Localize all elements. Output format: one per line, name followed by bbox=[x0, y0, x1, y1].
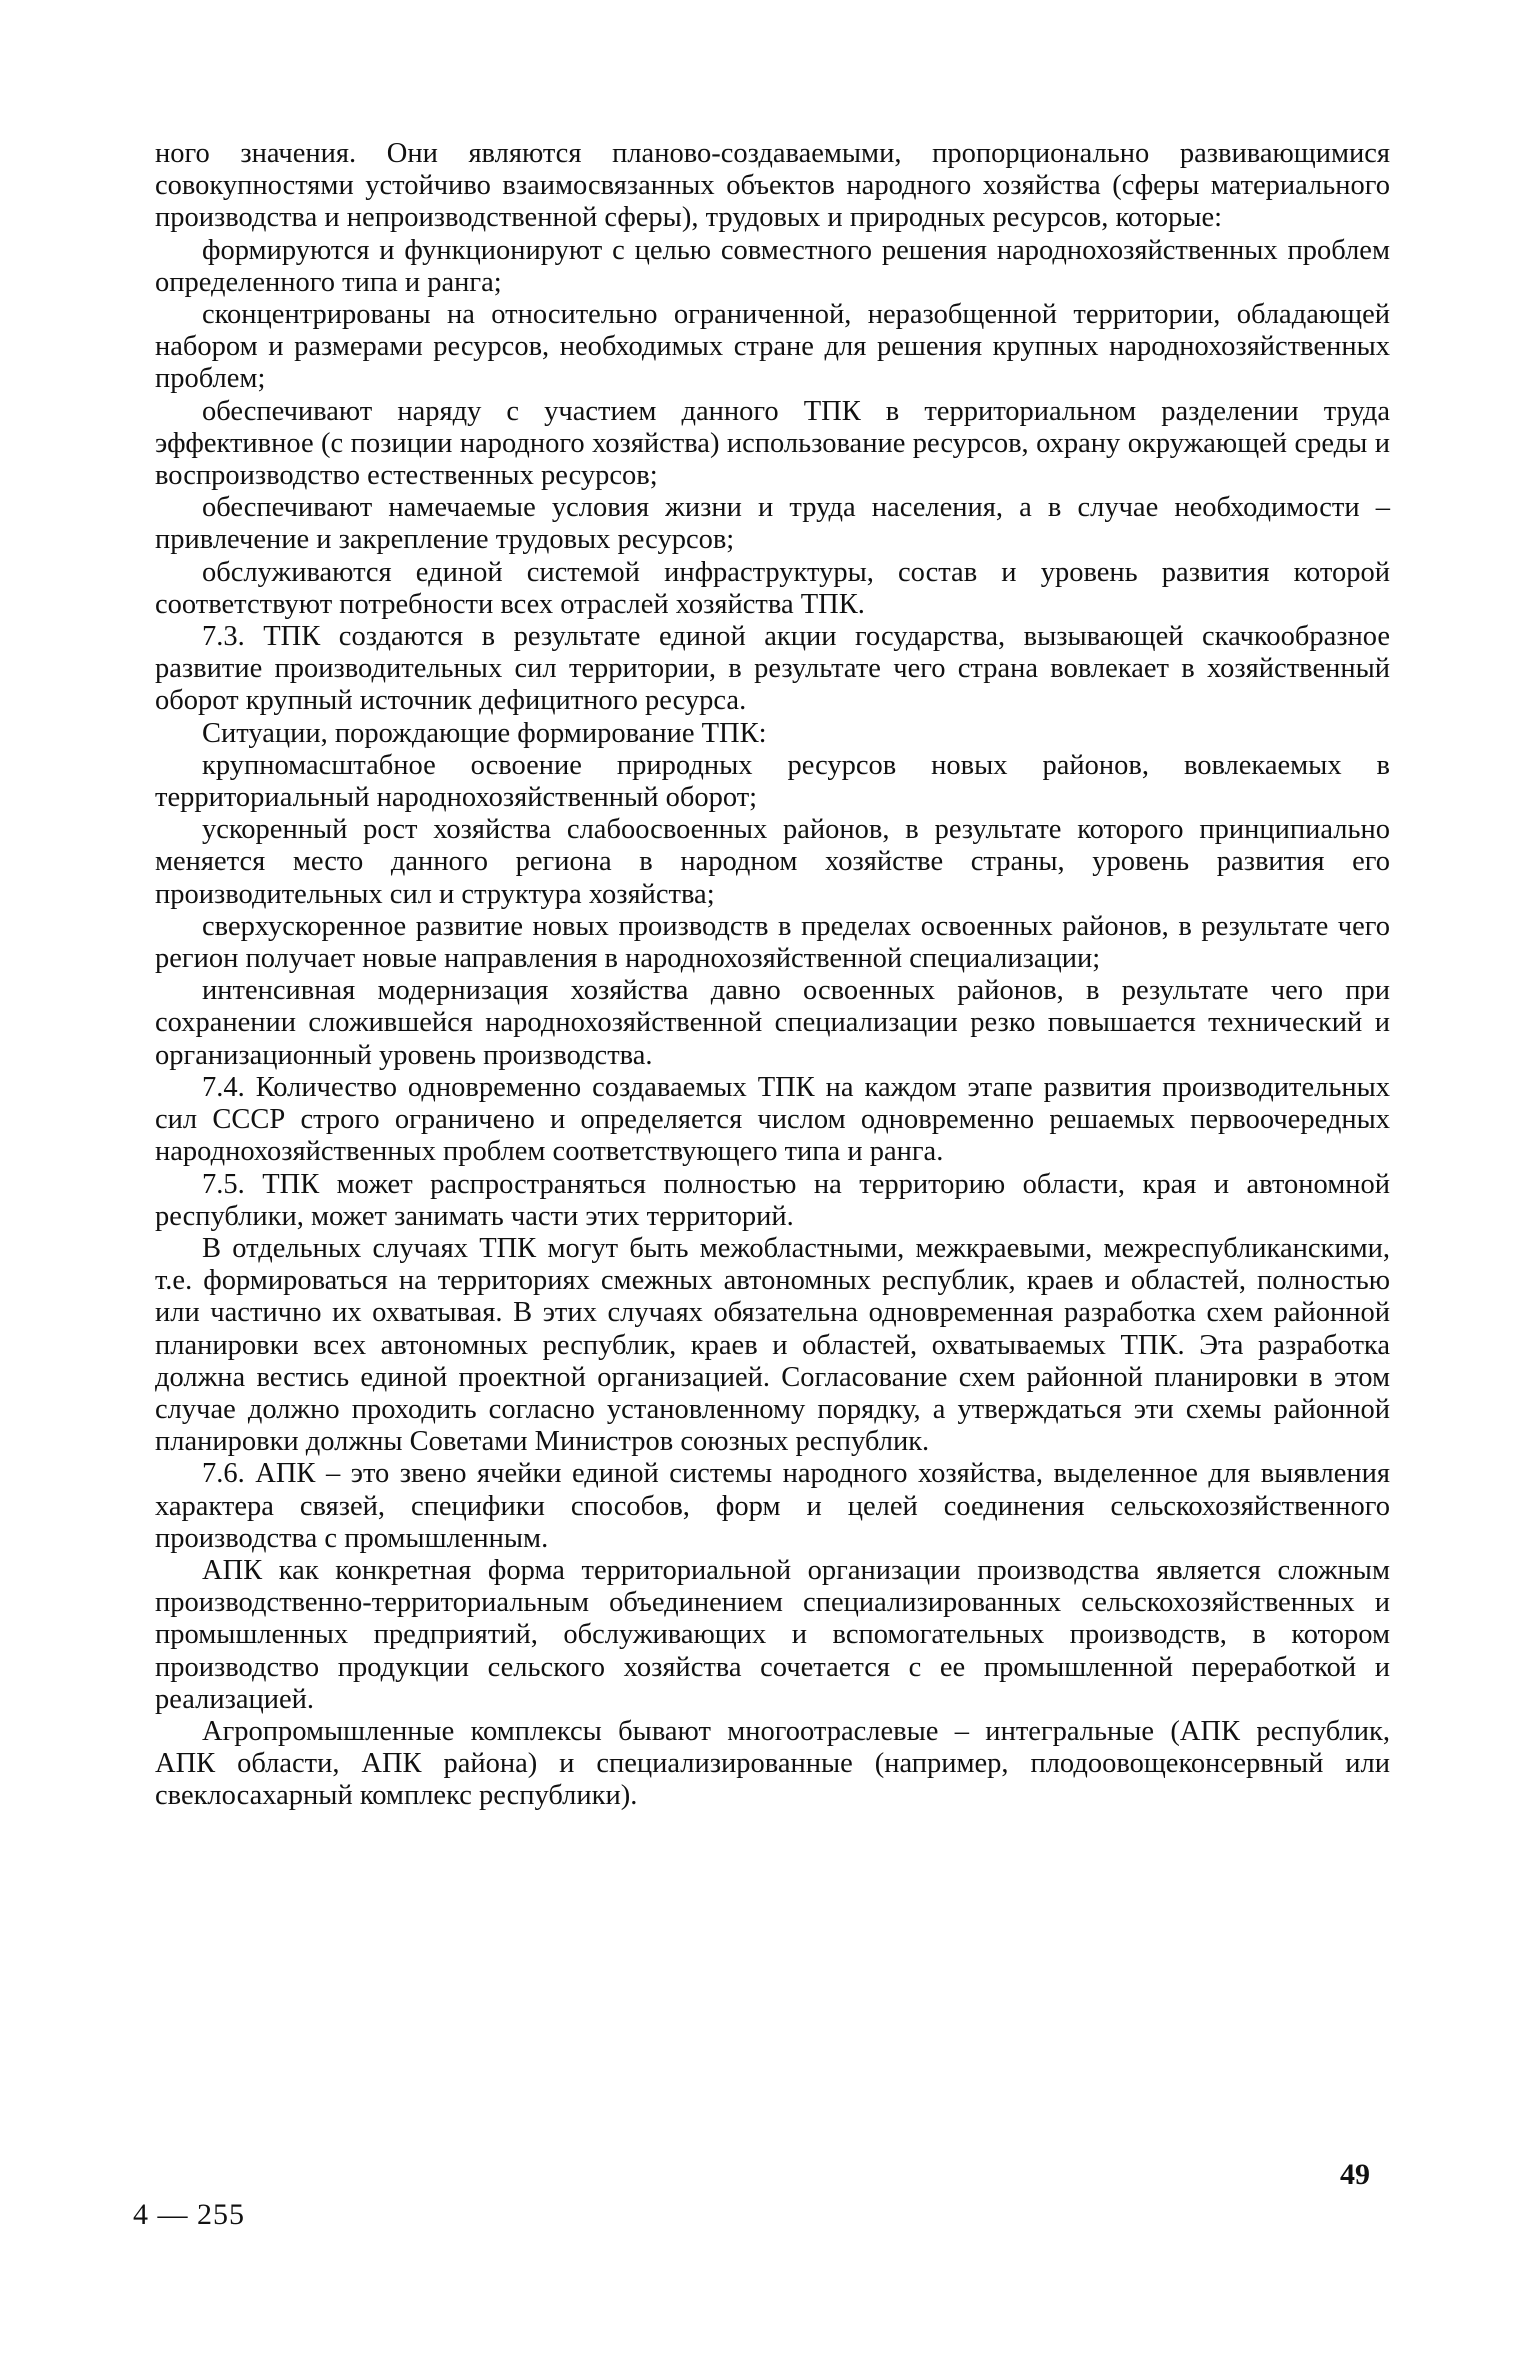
body-text bbox=[155, 138, 1390, 1813]
paragraph: АПК как конкретная форма территориальной организации производства является сложным производственно-территориальным объединением специализированных сельскохозяйственных и промышленных предприятий, обслуживающих и вспомогательных производств, в котором производство продукции сельского хозяйства сочетается с ее промышленной переработкой и реализацией. bbox=[155, 1554, 1390, 1715]
paragraph: ного значения. Они являются планово-создаваемыми, пропорционально развивающимися совокупностями устойчиво взаимосвязанных объектов народного хозяйства (сферы материального производства и непроизводственной сферы), трудовых и природных ресурсов, которые: bbox=[155, 138, 1390, 234]
section-7-4: 7.4. Количество одновременно создаваемых ТПК на каждом этапе развития производительных сил СССР строго ограничено и определяется числом одновременно решаемых первоочередных народнохозяйственных проблем соответствующего типа и ранга. bbox=[155, 1071, 1390, 1168]
list-item: сверхускоренное развитие новых производств в пределах освоенных районов, в результате чего регион получает новые направления в народнохозяйственной специализации; bbox=[155, 910, 1390, 975]
page-number: 49 bbox=[1340, 2158, 1370, 2191]
list-item: ускоренный рост хозяйства слабоосвоенных районов, в результате которого принципиально меняется место данного региона в народном хозяйстве страны, уровень развития его производительных сил и структура хозяйства; bbox=[155, 814, 1390, 910]
list-item: формируются и функционируют с целью совместного решения народнохозяйственных проблем определенного типа и ранга; bbox=[155, 234, 1390, 298]
paragraph: Ситуации, порождающие формирование ТПК: bbox=[202, 717, 767, 749]
list-item: обеспечивают намечаемые условия жизни и труда населения, а в случае необходимости – привлечение и закрепление трудовых ресурсов; bbox=[155, 492, 1390, 556]
paragraph: В отдельных случаях ТПК могут быть межобластными, межкраевыми, межреспубликанскими, т.е. формироваться на территориях смежных автономных республик, краев и областей, полностью или частично их охватывая. В этих случаях обязательна одновременная разработка схем районной планировки всех автономных республик, краев и областей, охватываемых ТПК. Эта разработка должна вестись единой проектной организацией. Согласование схем районной планировки в этом случае должно проходить согласно установленному порядку, а утверждаться эти схемы районной планировки должны Советами Министров союзных республик. bbox=[155, 1232, 1390, 1458]
list-item: обеспечивают наряду с участием данного ТПК в территориальном разделении труда эффективное (с позиции народного хозяйства) использование ресурсов, охрану окружающей среды и воспроизводство естественных ресурсов; bbox=[155, 395, 1390, 492]
list-item: обслуживаются единой системой инфраструктуры, состав и уровень развития которой соответствуют потребности всех отраслей хозяйства ТПК. bbox=[155, 556, 1390, 620]
list-item: сконцентрированы на относительно ограниченной, неразобщенной территории, обладающей набором и размерами ресурсов, необходимых стране для решения крупных народнохозяйственных проблем; bbox=[155, 299, 1390, 395]
list-item: крупномасштабное освоение природных ресурсов новых районов, вовлекаемых в территориальный народнохозяйственный оборот; bbox=[155, 749, 1390, 814]
printer-signature: 4 — 255 bbox=[133, 2198, 245, 2231]
section-7-6: 7.6. АПК – это звено ячейки единой системы народного хозяйства, выделенное для выявления характера связей, специфики способов, форм и целей соединения сельскохозяйственного производства с промышленным. bbox=[155, 1458, 1390, 1554]
section-7-3: 7.3. ТПК создаются в результате единой акции государства, вызывающей скачкообразное развитие производительных сил территории, в результате чего страна вовлекает в хозяйственный оборот крупный источник дефицитного ресурса. bbox=[155, 621, 1390, 717]
list-item: интенсивная модернизация хозяйства давно освоенных районов, в результате чего при сохранении сложившейся народнохозяйственной специализации резко повышается технический и организационный уровень производства. bbox=[155, 975, 1390, 1071]
section-7-5: 7.5. ТПК может распространяться полностью на территорию области, края и автономной республики, может занимать части этих территорий. bbox=[155, 1168, 1390, 1232]
paragraph: Агропромышленные комплексы бывают многоотраслевые – интегральные (АПК республик, АПК области, АПК района) и специализированные (например, плодоовощеконсервный или свеклосахарный комплекс республики). bbox=[155, 1715, 1390, 1812]
